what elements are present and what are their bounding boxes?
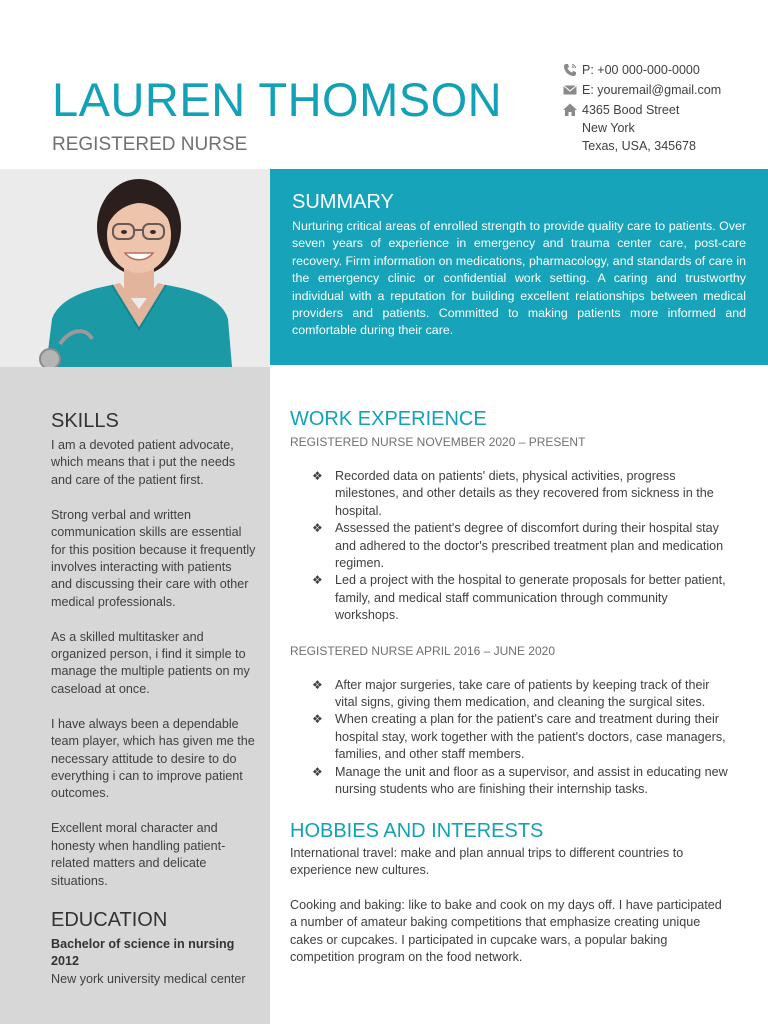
job-entry bbox=[290, 434, 732, 625]
bullet-text: After major surgeries, take care of patients by keeping track of their vital signs, giving them medication, and cleaning the surgical sites. bbox=[335, 677, 710, 710]
skill-paragraph: I have always been a dependable team player, which has given me the necessary attitude to desire to do everything i can to improve patient outcomes. bbox=[51, 716, 255, 801]
home-icon bbox=[562, 102, 578, 118]
address-line-1: 4365 Bood Street bbox=[582, 103, 680, 117]
list-item bbox=[290, 711, 732, 763]
phone-text: P: +00 000-000-0000 bbox=[582, 63, 700, 77]
skill-paragraph: Excellent moral character and honesty when handling patient-related matters and delicate situations. bbox=[51, 821, 226, 888]
education-degree: Bachelor of science in nursing 2012 bbox=[51, 936, 235, 969]
skill-paragraph: As a skilled multitasker and organized person, i find it simple to manage the multiple patients on my caseload at once. bbox=[51, 629, 250, 696]
diamond-bullet-icon: ❖ bbox=[312, 521, 323, 536]
bullet-text: Assessed the patient's degree of discomfort during their hospital stay and adhered to the doctor's prescribed treatment plan and medication regimen. bbox=[335, 521, 724, 571]
list-item bbox=[290, 468, 732, 520]
email-text: E: youremail@gmail.com bbox=[582, 83, 722, 97]
contact-email bbox=[562, 81, 721, 99]
phone-icon bbox=[562, 62, 578, 78]
summary-section bbox=[270, 169, 768, 365]
contact-phone bbox=[562, 61, 721, 79]
job-bullet-list bbox=[290, 677, 732, 799]
skills-heading: SKILLS bbox=[51, 410, 119, 432]
bullet-text: Recorded data on patients' diets, physical activities, progress milestones, and other details as they recovered from sickness in the hospital. bbox=[335, 469, 714, 518]
diamond-bullet-icon: ❖ bbox=[312, 573, 323, 588]
work-experience-heading: WORK EXPERIENCE bbox=[290, 408, 487, 430]
list-item bbox=[290, 764, 732, 799]
contact-address bbox=[562, 101, 721, 155]
diamond-bullet-icon: ❖ bbox=[312, 764, 323, 779]
job-entry bbox=[290, 643, 732, 799]
contact-block bbox=[562, 61, 721, 155]
hobby-paragraph: Cooking and baking: like to bake and cook on my days off. I have participated a number of amateur baking competitions that emphasize creating unique cakes or cupcakes. I participated in cupcake wars, a popular baking competition program on the food network. bbox=[290, 897, 722, 964]
nurse-portrait-icon bbox=[0, 169, 270, 367]
summary-text: Nurturing critical areas of enrolled strength to provide quality care to patients. Over seven years of experience in emergency and trauma center care, post-care recovery. Firm information on medications, pharmacology, and standards of care in the emergency clinic or confidential work setting. A caring and trustworthy individual with a reputation for building excellent relationships between medical providers and patients. Committed to making patients more informed and comfortable during their care. bbox=[292, 219, 746, 338]
job-title: REGISTERED NURSE bbox=[52, 134, 248, 155]
hobbies-section bbox=[290, 819, 732, 967]
bullet-text: Led a project with the hospital to generate proposals for better patient, family, and medical staff communication through community workshops. bbox=[335, 573, 726, 623]
address-line-2: New York bbox=[582, 121, 635, 135]
list-item bbox=[290, 572, 732, 624]
summary-heading: SUMMARY bbox=[292, 191, 394, 213]
diamond-bullet-icon: ❖ bbox=[312, 677, 323, 692]
education-school: New york university medical center bbox=[51, 971, 246, 986]
job-entry-title: REGISTERED NURSE NOVEMBER 2020 – PRESENT bbox=[290, 435, 586, 449]
list-item bbox=[290, 520, 732, 572]
job-entry-title: REGISTERED NURSE APRIL 2016 – JUNE 2020 bbox=[290, 643, 555, 658]
profile-photo bbox=[0, 169, 270, 367]
hobbies-heading: HOBBIES AND INTERESTS bbox=[290, 819, 544, 842]
address-line-3: Texas, USA, 345678 bbox=[582, 139, 696, 153]
skill-paragraph: Strong verbal and written communication skills are essential for this position because it frequently involves interacting with patients and discussing their care with other medical professionals. bbox=[51, 507, 256, 609]
envelope-icon bbox=[562, 82, 578, 98]
education-heading: EDUCATION bbox=[51, 908, 168, 931]
hobby-paragraph: International travel: make and plan annual trips to different countries to experience new cultures. bbox=[290, 845, 684, 877]
list-item bbox=[290, 677, 732, 712]
bullet-text: When creating a plan for the patient's care and treatment during their hospital stay, work together with the patient's doctors, case managers, families, and other staff members. bbox=[335, 712, 726, 762]
diamond-bullet-icon: ❖ bbox=[312, 469, 323, 483]
skill-paragraph: I am a devoted patient advocate, which means that i put the needs and care of the patient first. bbox=[51, 438, 236, 487]
sidebar bbox=[0, 367, 270, 1024]
bullet-text: Manage the unit and floor as a supervisor, and assist in educating new nursing students who are finishing their internship tasks. bbox=[335, 764, 728, 797]
candidate-name: LAUREN THOMSON bbox=[52, 73, 503, 126]
diamond-bullet-icon: ❖ bbox=[312, 712, 323, 727]
main-content bbox=[290, 407, 732, 966]
job-bullet-list bbox=[290, 468, 732, 625]
